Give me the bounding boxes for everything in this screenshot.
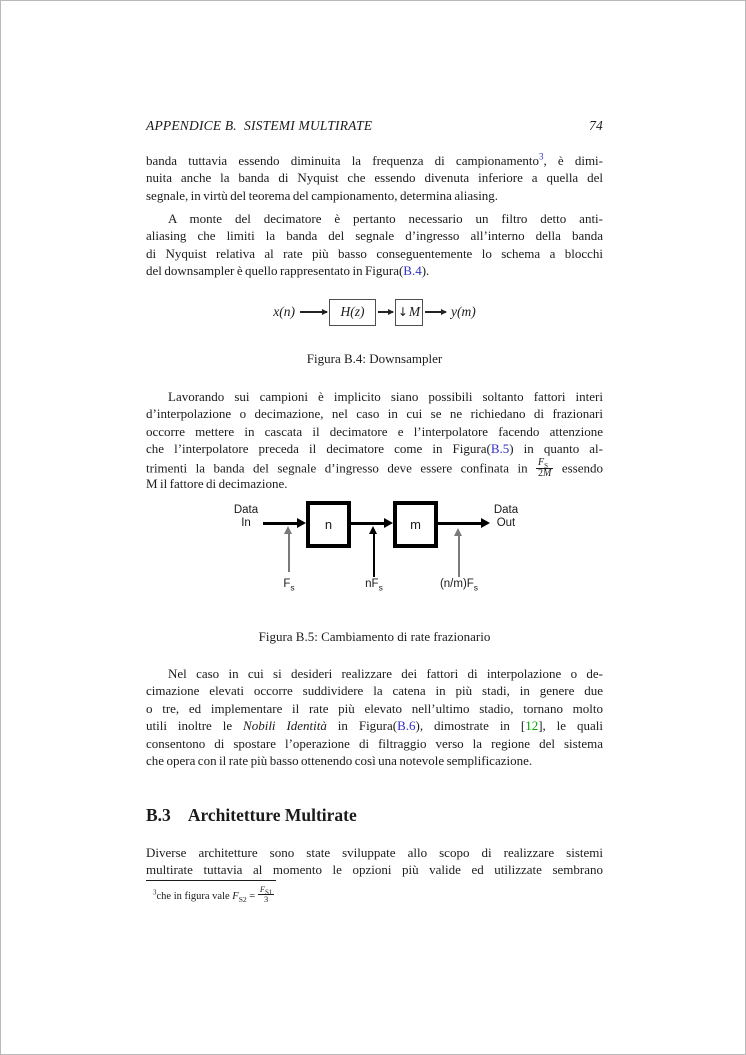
page-header (146, 118, 603, 134)
paragraph-1 (146, 152, 603, 204)
citation-link[interactable]: 12 (525, 718, 539, 734)
text-line: di Nyquist relativa al rate più basso conseguentemente lo schema a blocchi (146, 245, 603, 261)
down-arrow-icon: ↓ (397, 305, 408, 319)
figure-b4-downsampler-diagram (146, 298, 603, 326)
text-line: Nel caso in cui si desideri realizzare dei fattori di interpolazione o de- (168, 666, 603, 681)
footnote-marker: 3 (153, 888, 157, 897)
paragraph-4 (146, 665, 603, 769)
text-line: che opera con il rate più basso ottenendo così una notevole semplificazione. (146, 752, 533, 768)
data-in-label: Data In (233, 504, 259, 529)
paragraph-5 (146, 844, 603, 879)
text-line: trimenti la banda del segnale d’ingresso deve essere confinata in $\frac{F_S}{2M}$ essendo (146, 456, 603, 480)
paragraph-2 (146, 210, 603, 280)
decimator-block: m (393, 501, 438, 548)
text-line: consentono di spostare l’operazione di filtraggio verso la regione del sistema (146, 735, 603, 751)
math-variable: $F_{S2}$ (232, 890, 247, 905)
arrow-right-icon (300, 311, 327, 313)
signal-line (438, 522, 482, 525)
text-line: d’interpolazione o decimazione, nel caso in cui se ne richiedano di frazionari (146, 406, 603, 422)
arrow-right-icon (425, 311, 446, 313)
text-line: del downsampler è quello rappresentato in Figura(B.4). (146, 263, 430, 279)
section-number: B.3 (146, 805, 171, 825)
emphasized-text: Nobili Identità (243, 718, 327, 734)
text-line: segnale, in virtù del teorema del campionamento, determina aliasing. (146, 187, 499, 203)
footnote: $^3$che in figura vale $F_{S2}$ = $\frac{F_{S1}}{3}$ (153, 884, 273, 905)
arrow-right-icon (384, 518, 393, 528)
sample-rate-label-nfs: $nF_s$ (365, 578, 383, 593)
output-signal-label: y(m) (451, 304, 476, 319)
arrow-right-icon (297, 518, 306, 528)
decimation-factor-label: M (408, 304, 421, 319)
filter-block (329, 299, 376, 326)
inline-fraction: $\frac{F_S}{2M}$ (538, 456, 552, 480)
text-line: o tre, ed implementare il rate più elevato nell’ultimo stadio, tornano molto (146, 700, 603, 716)
clock-line (288, 533, 290, 572)
figure-ref-link[interactable]: B.5 (490, 441, 510, 457)
text-line: occorre mettere in cascata il decimatore e l’interpolatore facendo attenzione (146, 423, 603, 439)
input-signal-label: x(n) (273, 304, 295, 319)
paragraph-3 (146, 388, 603, 492)
text-line: aliasing che limiti la banda del segnale d’ingresso all’interno della banda (146, 228, 603, 244)
text-line: cimazione elevati occorre suddividere la catena in più stadi, in genere due (146, 683, 603, 699)
text-line: banda tuttavia essendo diminuita la frequenza di campionamento$^3$, è dimi- (146, 151, 603, 168)
text-line: nuita anche la banda di Nyquist che essendo divenuta inferiore a quella del (146, 170, 603, 186)
decimator-block (395, 299, 423, 326)
sample-rate-label-nm-fs: $(n/m)F_s$ (439, 578, 479, 593)
text-line: che l’interpolatore preceda il decimatore come in Figura(B.5) in quanto al- (146, 441, 603, 457)
figure-b4-caption: Figura B.4: Downsampler (306, 351, 443, 366)
text-line: utili inoltre le Nobili Identità in Figura(B.6), dimostrate in [12], le quali (146, 718, 603, 734)
arrow-right-icon (378, 311, 393, 313)
text-line: Diverse architetture sono state sviluppate allo scopo di realizzare sistemi (146, 845, 603, 860)
footnote-rule (146, 880, 276, 881)
inline-fraction: $\frac{F_{S1}}{3}$ (259, 884, 273, 904)
text-line: M il fattore di decimazione. (146, 475, 288, 491)
footnote-marker[interactable]: 3 (538, 151, 544, 162)
sample-rate-label-fs: $F_s$ (283, 578, 295, 593)
figure-b5-caption: Figura B.5: Cambiamento di rate frazionario (258, 629, 491, 644)
filter-label: H(z) (340, 304, 365, 319)
signal-line (351, 522, 385, 525)
data-out-label: Data Out (493, 504, 519, 529)
running-header-title: APPENDICE B. SISTEMI MULTIRATE (146, 118, 373, 133)
section-heading (146, 805, 603, 826)
text-line: A monte del decimatore è pertanto necessario un filtro detto anti- (168, 211, 603, 226)
figure-ref-link[interactable]: B.6 (397, 718, 416, 734)
figure-ref-link[interactable]: B.4 (403, 263, 422, 279)
clock-line (458, 535, 460, 577)
text-line: Lavorando sui campioni è implicito siano possibili soltanto fattori interi (168, 389, 603, 404)
interpolator-block: n (306, 501, 351, 548)
clock-line (373, 533, 375, 577)
page-number: 74 (589, 118, 603, 133)
signal-line (263, 522, 298, 525)
text-line: multirate tuttavia al momento le opzioni più valide ed utilizzate sembrano (146, 862, 603, 878)
section-title: Architetture Multirate (187, 805, 357, 825)
